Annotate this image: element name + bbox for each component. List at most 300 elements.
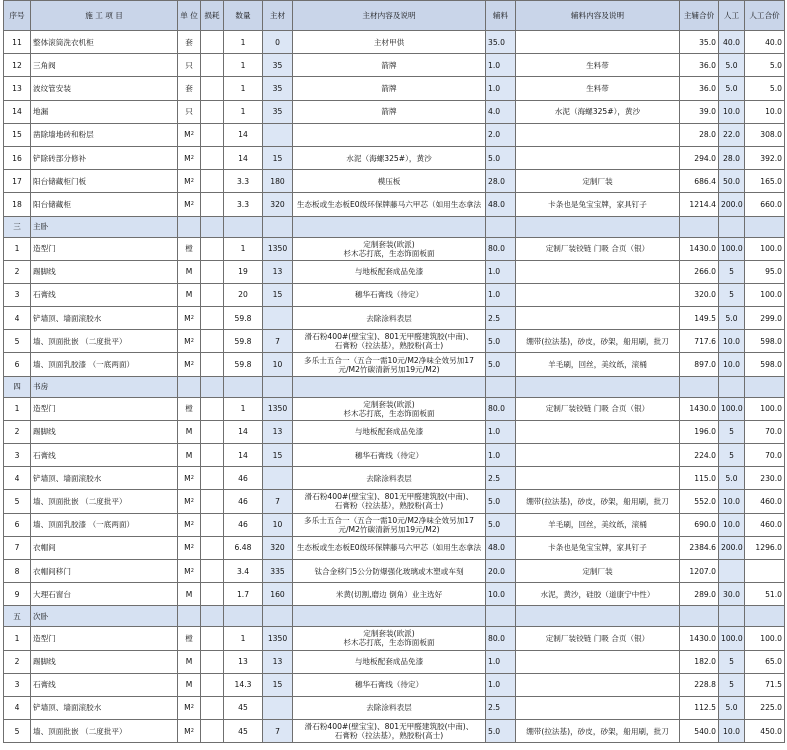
cell-total: 36.0 <box>680 54 719 77</box>
section-empty-cell <box>178 606 201 627</box>
section-empty-cell <box>516 606 680 627</box>
cell-aux-price: 1.0 <box>486 54 516 77</box>
cell-total: 717.6 <box>680 330 719 353</box>
cell-labor: 5 <box>719 444 745 467</box>
cell-labor: 5 <box>719 260 745 283</box>
cell-no: 5 <box>4 720 31 743</box>
cell-unit: $M^2$ <box>178 353 201 376</box>
section-row <box>4 376 785 397</box>
cell-main-desc: 穗华石膏线（待定） <box>293 673 486 696</box>
cell-qty: 45 <box>224 720 263 743</box>
cell-aux-desc: 定制厂装铰链 门吸 合页（银） <box>516 237 680 260</box>
cell-main-desc: 去除涂料表层 <box>293 467 486 490</box>
cell-item: 踢脚线 <box>31 260 178 283</box>
cell-total: 224.0 <box>680 444 719 467</box>
cell-main-price <box>263 696 293 719</box>
cell-no: 3 <box>4 444 31 467</box>
cell-main-price: 0 <box>263 31 293 54</box>
unit-superscript: 2 <box>190 704 194 711</box>
cell-labor-total: 71.5 <box>745 673 785 696</box>
cell-no: 11 <box>4 31 31 54</box>
cell-loss <box>201 536 224 559</box>
unit-superscript: 2 <box>190 131 194 138</box>
cell-main-desc: 生态板或生态板E0级环保牌藤马六甲芯（如用生态拿法 <box>293 536 486 559</box>
cell-unit: $M^2$ <box>178 170 201 193</box>
cell-aux-price: 80.0 <box>486 627 516 650</box>
cell-unit: 樘 <box>178 397 201 420</box>
table-row <box>4 559 785 582</box>
cell-aux-desc <box>516 696 680 719</box>
cell-labor-total: 95.0 <box>745 260 785 283</box>
cell-main-desc: 生态板或生态板E0级环保牌藤马六甲芯（如用生态拿法 <box>293 193 486 216</box>
cell-loss <box>201 193 224 216</box>
cell-item: 墙、顶面乳胶漆 （一底两面） <box>31 353 178 376</box>
cell-no: 3 <box>4 283 31 306</box>
cell-loss <box>201 720 224 743</box>
cell-loss <box>201 146 224 169</box>
cell-qty: 46 <box>224 467 263 490</box>
cell-no: 18 <box>4 193 31 216</box>
section-row <box>4 606 785 627</box>
cell-labor-total: 100.0 <box>745 283 785 306</box>
header-qty: 数量 <box>224 1 263 31</box>
cell-aux-price: 20.0 <box>486 559 516 582</box>
cell-no: 4 <box>4 696 31 719</box>
table-row <box>4 31 785 54</box>
unit-superscript: 2 <box>190 474 194 481</box>
table-row <box>4 353 785 376</box>
table-row <box>4 627 785 650</box>
table-row <box>4 260 785 283</box>
table-row <box>4 54 785 77</box>
cell-no: 2 <box>4 260 31 283</box>
section-no: 四 <box>4 376 31 397</box>
cell-main-price: 10 <box>263 353 293 376</box>
cell-labor: 5.0 <box>719 307 745 330</box>
section-empty-cell <box>486 216 516 237</box>
cell-qty: 20 <box>224 283 263 306</box>
cell-labor-total: 598.0 <box>745 330 785 353</box>
cell-unit: M <box>178 444 201 467</box>
cell-loss <box>201 31 224 54</box>
section-empty-cell <box>201 376 224 397</box>
cell-no: 1 <box>4 627 31 650</box>
section-empty-cell <box>224 606 263 627</box>
cell-qty: 1 <box>224 100 263 123</box>
cell-aux-desc <box>516 283 680 306</box>
cell-qty: 14 <box>224 146 263 169</box>
cell-labor: 50.0 <box>719 170 745 193</box>
cell-aux-desc <box>516 673 680 696</box>
section-empty-cell <box>680 216 719 237</box>
table-row <box>4 307 785 330</box>
cell-aux-desc <box>516 420 680 443</box>
cell-unit: $M^2$ <box>178 720 201 743</box>
cell-loss <box>201 170 224 193</box>
cell-unit: 套 <box>178 31 201 54</box>
cell-item: 造型门 <box>31 397 178 420</box>
cell-unit: $M^2$ <box>178 467 201 490</box>
unit-superscript: 2 <box>190 727 194 734</box>
cell-main-desc: 定制套装(欧派) 杉木芯打底，生态饰面板面 <box>293 397 486 420</box>
cell-total: 686.4 <box>680 170 719 193</box>
cell-main-price: 13 <box>263 260 293 283</box>
table-row <box>4 444 785 467</box>
cell-labor-total: 10.0 <box>745 100 785 123</box>
cell-qty: 14.3 <box>224 673 263 696</box>
cell-aux-desc: 生料带 <box>516 77 680 100</box>
cell-total: 320.0 <box>680 283 719 306</box>
cell-item: 石膏线 <box>31 444 178 467</box>
cell-aux-desc: 绷带(拉法基)，砂皮，砂架，船用刷，批刀 <box>516 720 680 743</box>
cell-labor-total: 100.0 <box>745 237 785 260</box>
cell-total: 294.0 <box>680 146 719 169</box>
cell-loss <box>201 559 224 582</box>
cell-aux-desc <box>516 31 680 54</box>
cell-labor: 100.0 <box>719 627 745 650</box>
cell-item: 墙、顶面批嵌 （二度批平） <box>31 490 178 513</box>
cell-labor-total: 70.0 <box>745 444 785 467</box>
section-empty-cell <box>486 606 516 627</box>
cell-main-desc: 滑石粉400#(壁宝宝)、801无甲醛建筑胶(中南)、 石膏粉（拉法基），熟胶粉(高士) <box>293 720 486 743</box>
cell-item: 三角阀 <box>31 54 178 77</box>
cell-item: 造型门 <box>31 627 178 650</box>
cell-labor-total: 100.0 <box>745 627 785 650</box>
cell-aux-price: 2.5 <box>486 307 516 330</box>
cell-loss <box>201 650 224 673</box>
cell-main-desc: 与地板配套成品免漆 <box>293 260 486 283</box>
cell-main-desc: 多乐士五合一（五合一需10元/M2净味全效另加17 元/M2竹碳清新另加19元/M2) <box>293 513 486 536</box>
cell-main-desc: 箭牌 <box>293 100 486 123</box>
cell-item: 波纹管安装 <box>31 77 178 100</box>
cell-labor: 5.0 <box>719 77 745 100</box>
cell-total: 266.0 <box>680 260 719 283</box>
cell-main-desc: 滑石粉400#(壁宝宝)、801无甲醛建筑胶(中南)、 石膏粉（拉法基），熟胶粉(高士) <box>293 330 486 353</box>
unit-superscript: 2 <box>190 521 194 528</box>
cell-qty: 1 <box>224 627 263 650</box>
table-row <box>4 146 785 169</box>
cell-labor: 5.0 <box>719 54 745 77</box>
section-name: 次卧 <box>31 606 178 627</box>
cell-labor: 40.0 <box>719 31 745 54</box>
table-row <box>4 420 785 443</box>
section-empty-cell <box>263 216 293 237</box>
cell-labor-total <box>745 559 785 582</box>
unit-superscript: 2 <box>190 200 194 207</box>
cell-unit: $M^2$ <box>178 330 201 353</box>
cell-labor: 200.0 <box>719 193 745 216</box>
cell-main-desc: 与地板配套成品免漆 <box>293 650 486 673</box>
cell-unit: $M^2$ <box>178 490 201 513</box>
cell-qty: 13 <box>224 650 263 673</box>
section-empty-cell <box>486 376 516 397</box>
cell-labor-total: 225.0 <box>745 696 785 719</box>
cell-loss <box>201 627 224 650</box>
cell-main-price: 320 <box>263 193 293 216</box>
cell-aux-desc <box>516 444 680 467</box>
cell-labor-total: 5.0 <box>745 54 785 77</box>
cell-qty: 6.48 <box>224 536 263 559</box>
table-row <box>4 720 785 743</box>
cell-total: 540.0 <box>680 720 719 743</box>
cell-labor: 10.0 <box>719 353 745 376</box>
cell-main-price: 1350 <box>263 237 293 260</box>
cell-loss <box>201 307 224 330</box>
cell-qty: 14 <box>224 420 263 443</box>
cell-main-price: 7 <box>263 720 293 743</box>
cell-main-price: 7 <box>263 490 293 513</box>
header-labor-total: 人工合价 <box>745 1 785 31</box>
cell-no: 9 <box>4 583 31 606</box>
cell-labor-total: 65.0 <box>745 650 785 673</box>
cell-labor: 5 <box>719 283 745 306</box>
cell-aux-desc <box>516 260 680 283</box>
cell-loss <box>201 100 224 123</box>
unit-superscript: 2 <box>190 361 194 368</box>
cell-unit: $M^2$ <box>178 123 201 146</box>
cell-aux-price: 2.5 <box>486 696 516 719</box>
section-empty-cell <box>719 216 745 237</box>
cell-main-price: 335 <box>263 559 293 582</box>
cell-main-price: 7 <box>263 330 293 353</box>
header-no: 序号 <box>4 1 31 31</box>
header-main-total: 主辅合价 <box>680 1 719 31</box>
cell-unit: $M^2$ <box>178 696 201 719</box>
cell-no: 7 <box>4 536 31 559</box>
cell-labor-total: 40.0 <box>745 31 785 54</box>
cell-item: 衣帽间移门 <box>31 559 178 582</box>
cell-item: 铲墙顶、墙面滚胶水 <box>31 307 178 330</box>
cell-main-desc: 米黄(切割,磨边 倒角）业主选好 <box>293 583 486 606</box>
section-name: 书房 <box>31 376 178 397</box>
cell-aux-desc <box>516 123 680 146</box>
cell-unit: M <box>178 420 201 443</box>
table-row <box>4 513 785 536</box>
cell-total: 2384.6 <box>680 536 719 559</box>
cell-item: 衣帽间 <box>31 536 178 559</box>
cell-loss <box>201 513 224 536</box>
cell-item: 阳台储藏柜 <box>31 193 178 216</box>
unit-superscript: 2 <box>190 154 194 161</box>
cell-aux-price: 80.0 <box>486 237 516 260</box>
section-empty-cell <box>293 216 486 237</box>
cell-labor: 200.0 <box>719 536 745 559</box>
cell-aux-price: 1.0 <box>486 283 516 306</box>
cell-main-desc: 与地板配套成品免漆 <box>293 420 486 443</box>
cell-aux-price: 5.0 <box>486 330 516 353</box>
cell-aux-price: 2.0 <box>486 123 516 146</box>
section-name: 主卧 <box>31 216 178 237</box>
section-no: 三 <box>4 216 31 237</box>
section-empty-cell <box>680 606 719 627</box>
cell-labor-total: 100.0 <box>745 397 785 420</box>
cell-loss <box>201 467 224 490</box>
cell-loss <box>201 490 224 513</box>
cell-labor-total: 51.0 <box>745 583 785 606</box>
cell-aux-desc: 卡条也是兔宝宝牌，家具钉子 <box>516 536 680 559</box>
cell-no: 6 <box>4 353 31 376</box>
cell-loss <box>201 237 224 260</box>
cell-main-price: 35 <box>263 100 293 123</box>
cell-unit: $M^2$ <box>178 536 201 559</box>
cell-main-price: 160 <box>263 583 293 606</box>
cell-aux-desc: 生料带 <box>516 54 680 77</box>
cell-labor-total: 460.0 <box>745 513 785 536</box>
cell-loss <box>201 77 224 100</box>
cell-loss <box>201 123 224 146</box>
cell-main-price: 180 <box>263 170 293 193</box>
cell-loss <box>201 397 224 420</box>
unit-superscript: 2 <box>190 177 194 184</box>
cell-aux-price: 5.0 <box>486 490 516 513</box>
cell-total: 39.0 <box>680 100 719 123</box>
table-row <box>4 673 785 696</box>
table-row <box>4 583 785 606</box>
section-row <box>4 216 785 237</box>
table-row <box>4 193 785 216</box>
cell-aux-price: 10.0 <box>486 583 516 606</box>
cell-main-price <box>263 467 293 490</box>
quote-table <box>3 0 785 743</box>
cell-no: 4 <box>4 467 31 490</box>
cell-main-desc: 滑石粉400#(壁宝宝)、801无甲醛建筑胶(中南)、 石膏粉（拉法基），熟胶粉(高士) <box>293 490 486 513</box>
cell-aux-desc: 绷带(拉法基)，砂皮，砂架，船用刷，批刀 <box>516 330 680 353</box>
cell-qty: 1 <box>224 31 263 54</box>
cell-aux-price: 1.0 <box>486 420 516 443</box>
cell-no: 6 <box>4 513 31 536</box>
table-row <box>4 77 785 100</box>
cell-total: 182.0 <box>680 650 719 673</box>
cell-unit: 只 <box>178 100 201 123</box>
cell-unit: M <box>178 283 201 306</box>
section-empty-cell <box>293 606 486 627</box>
table-row <box>4 170 785 193</box>
section-no: 五 <box>4 606 31 627</box>
cell-qty: 3.3 <box>224 193 263 216</box>
cell-loss <box>201 444 224 467</box>
section-empty-cell <box>516 376 680 397</box>
cell-total: 897.0 <box>680 353 719 376</box>
cell-labor-total: 450.0 <box>745 720 785 743</box>
cell-aux-desc: 羊毛刷，回丝，美纹纸，滚桶 <box>516 513 680 536</box>
cell-labor: 10.0 <box>719 330 745 353</box>
cell-qty: 45 <box>224 696 263 719</box>
cell-loss <box>201 696 224 719</box>
table-row <box>4 536 785 559</box>
cell-labor: 10.0 <box>719 100 745 123</box>
cell-total: 690.0 <box>680 513 719 536</box>
header-loss: 损耗 <box>201 1 224 31</box>
cell-total: 1214.4 <box>680 193 719 216</box>
cell-item: 阳台储藏柜门板 <box>31 170 178 193</box>
cell-labor-total: 165.0 <box>745 170 785 193</box>
header-labor: 人工 <box>719 1 745 31</box>
cell-aux-price: 2.5 <box>486 467 516 490</box>
cell-no: 13 <box>4 77 31 100</box>
cell-main-desc: 去除涂料表层 <box>293 307 486 330</box>
cell-unit: 樘 <box>178 627 201 650</box>
cell-main-price: 15 <box>263 146 293 169</box>
cell-qty: 1 <box>224 397 263 420</box>
cell-labor: 30.0 <box>719 583 745 606</box>
cell-aux-price: 28.0 <box>486 170 516 193</box>
cell-main-price: 10 <box>263 513 293 536</box>
cell-no: 8 <box>4 559 31 582</box>
cell-aux-price: 5.0 <box>486 720 516 743</box>
cell-item: 墙、顶面乳胶漆 （一底两面） <box>31 513 178 536</box>
cell-total: 1430.0 <box>680 627 719 650</box>
cell-loss <box>201 353 224 376</box>
cell-no: 2 <box>4 650 31 673</box>
cell-item: 石膏线 <box>31 673 178 696</box>
cell-aux-price: 80.0 <box>486 397 516 420</box>
cell-labor: 10.0 <box>719 513 745 536</box>
cell-unit: $M^2$ <box>178 193 201 216</box>
header-main-material: 主材 <box>263 1 293 31</box>
cell-aux-desc <box>516 146 680 169</box>
cell-loss <box>201 673 224 696</box>
cell-aux-price: 5.0 <box>486 513 516 536</box>
cell-no: 5 <box>4 490 31 513</box>
cell-aux-price: 48.0 <box>486 193 516 216</box>
cell-qty: 3.4 <box>224 559 263 582</box>
cell-loss <box>201 583 224 606</box>
cell-labor <box>719 559 745 582</box>
cell-qty: 19 <box>224 260 263 283</box>
table-row <box>4 696 785 719</box>
unit-superscript: 2 <box>190 544 194 551</box>
cell-item: 大理石窗台 <box>31 583 178 606</box>
cell-aux-desc <box>516 467 680 490</box>
cell-unit: 樘 <box>178 237 201 260</box>
cell-qty: 1 <box>224 77 263 100</box>
cell-main-price: 15 <box>263 673 293 696</box>
cell-qty: 59.8 <box>224 307 263 330</box>
cell-labor: 5 <box>719 650 745 673</box>
cell-aux-price: 1.0 <box>486 77 516 100</box>
cell-aux-price: 4.0 <box>486 100 516 123</box>
header-aux-desc: 辅料内容及说明 <box>516 1 680 31</box>
cell-aux-desc: 水泥，黄沙，硅胶（道康宁中性） <box>516 583 680 606</box>
cell-aux-price: 1.0 <box>486 444 516 467</box>
cell-aux-price: 1.0 <box>486 260 516 283</box>
cell-loss <box>201 54 224 77</box>
cell-item: 踢脚线 <box>31 420 178 443</box>
cell-total: 149.5 <box>680 307 719 330</box>
cell-main-price: 1350 <box>263 397 293 420</box>
cell-qty: 46 <box>224 513 263 536</box>
cell-labor: 5 <box>719 673 745 696</box>
table-row <box>4 330 785 353</box>
cell-no: 2 <box>4 420 31 443</box>
cell-labor: 5.0 <box>719 467 745 490</box>
cell-loss <box>201 260 224 283</box>
cell-loss <box>201 283 224 306</box>
cell-qty: 14 <box>224 444 263 467</box>
cell-main-desc: 穗华石膏线（待定） <box>293 283 486 306</box>
cell-labor: 28.0 <box>719 146 745 169</box>
header-aux-material: 辅料 <box>486 1 516 31</box>
cell-no: 17 <box>4 170 31 193</box>
unit-superscript: 2 <box>190 314 194 321</box>
section-empty-cell <box>178 376 201 397</box>
cell-aux-price: 5.0 <box>486 353 516 376</box>
cell-qty: 59.8 <box>224 330 263 353</box>
cell-aux-desc: 定制厂装铰链 门吸 合页（银） <box>516 627 680 650</box>
cell-total: 552.0 <box>680 490 719 513</box>
cell-total: 196.0 <box>680 420 719 443</box>
cell-qty: 1 <box>224 54 263 77</box>
